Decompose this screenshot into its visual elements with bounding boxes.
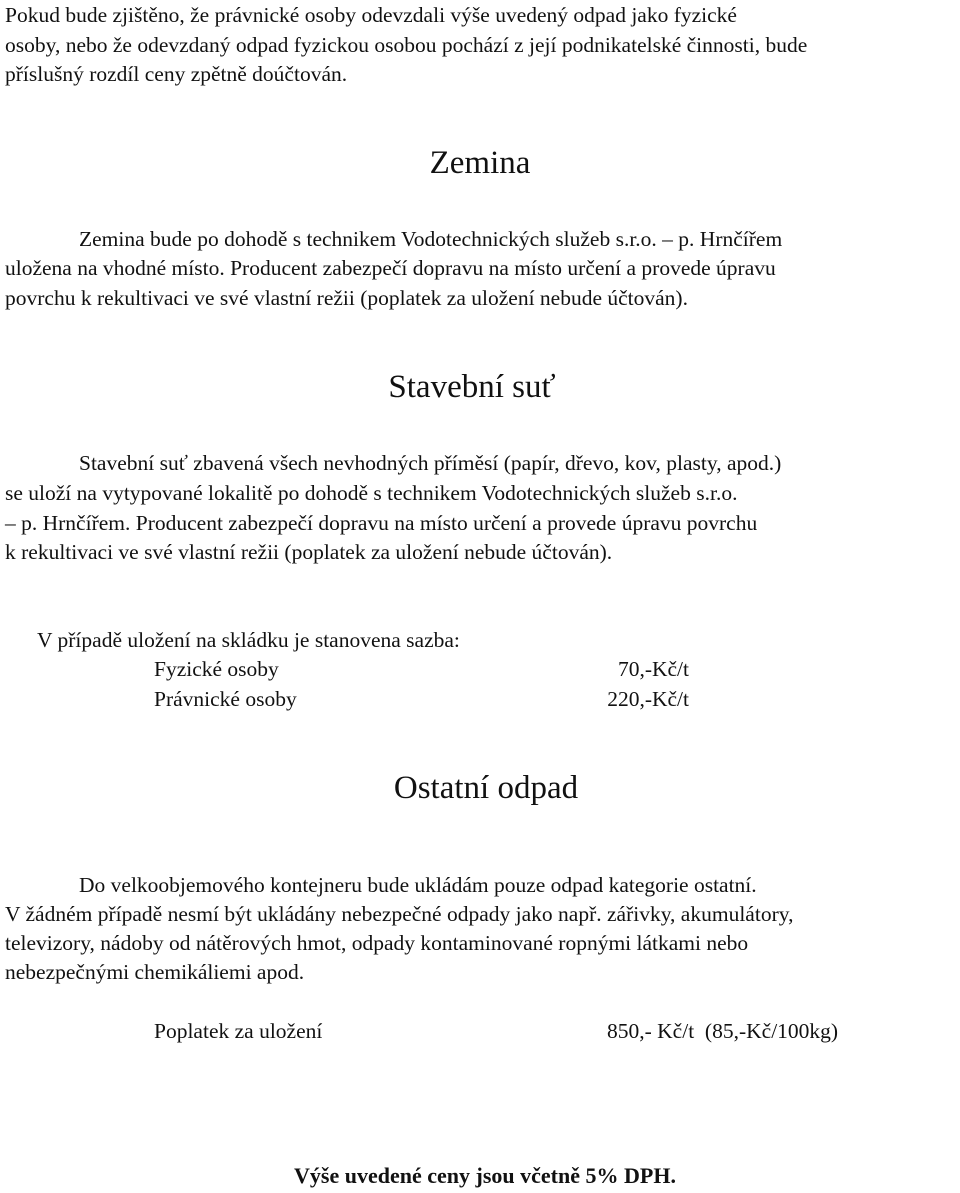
zemina-line: Zemina bude po dohodě s technikem Vodotechnických služeb s.r.o. – p. Hrnčířem (79, 227, 783, 251)
rates-intro: V případě uložení na skládku je stanovena sazba: (37, 628, 460, 652)
intro-line: osoby, nebo že odevzdaný odpad fyzickou osobou pochází z její podnikatelské činnosti, bude (5, 33, 808, 57)
rate-label-fyzicke: Fyzické osoby (154, 657, 279, 681)
ostatni-line: nebezpečnými chemikáliemi apod. (5, 960, 305, 984)
ostatni-line: Do velkoobjemového kontejneru bude ukládám pouze odpad kategorie ostatní. (79, 873, 757, 897)
ostatni-line: televizory, nádoby od nátěrových hmot, odpady kontaminované ropnými látkami nebo (5, 931, 749, 955)
zemina-line: uložena na vhodné místo. Producent zabezpečí dopravu na místo určení a provede úpravu (5, 256, 776, 280)
sut-line: Stavební suť zbavená všech nevhodných příměsí (papír, dřevo, kov, plasty, apod.) (79, 451, 782, 475)
sut-line: k rekultivaci ve své vlastní režii (poplatek za uložení nebude účtován). (5, 540, 613, 564)
intro-line: Pokud bude zjištěno, že právnické osoby odevzdali výše uvedený odpad jako fyzické (5, 3, 737, 27)
rate-label-pravnicke: Právnické osoby (154, 687, 297, 711)
intro-line: příslušný rozdíl ceny zpětně doúčtován. (5, 62, 348, 86)
rate-value-fyzicke: 70,-Kč/t (617, 657, 689, 681)
sut-line: se uloží na vytypované lokalitě po dohodě s technikem Vodotechnických služeb s.r.o. (5, 481, 738, 505)
heading-ostatni-odpad: Ostatní odpad (393, 770, 579, 806)
heading-stavebni-sut: Stavební suť (388, 369, 556, 405)
sut-line: – p. Hrnčířem. Producent zabezpečí dopravu na místo určení a provede úpravu povrchu (5, 511, 758, 535)
heading-zemina: Zemina (429, 145, 531, 181)
rate-value-pravnicke: 220,-Kč/t (607, 687, 689, 711)
ostatni-line: V žádném případě nesmí být ukládány nebezpečné odpady jako např. zářivky, akumulátory, (5, 902, 794, 926)
vat-note: Výše uvedené ceny jsou včetně 5% DPH. (294, 1163, 676, 1188)
fee-value: 850,- Kč/t (85,-Kč/100kg) (607, 1019, 839, 1043)
fee-label: Poplatek za uložení (154, 1019, 323, 1043)
zemina-line: povrchu k rekultivaci ve své vlastní režii (poplatek za uložení nebude účtován). (5, 286, 688, 310)
